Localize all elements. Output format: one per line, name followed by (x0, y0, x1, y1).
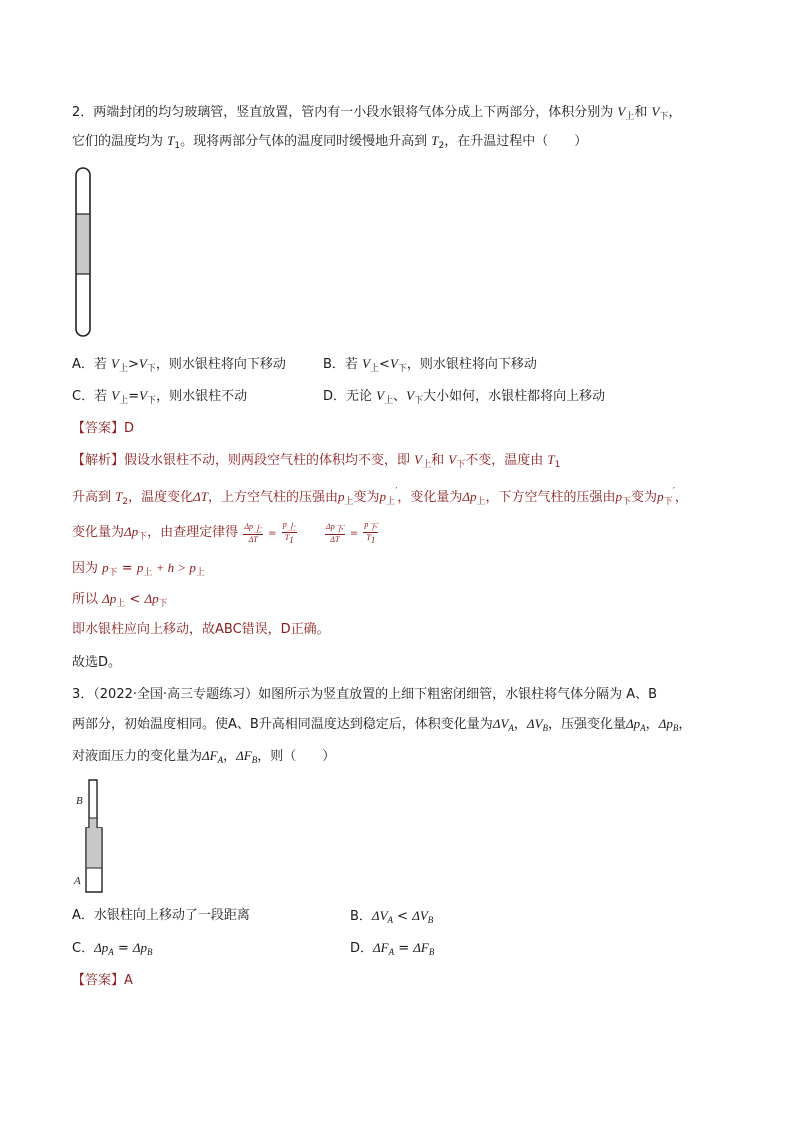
q2-analysis-line-4: 因为 $p_下 = p_上 + h > p_上$ (72, 560, 205, 578)
q2-option-b[interactable]: B．若 $V_上<V_下$，则水银柱将向下移动 (323, 356, 537, 374)
mercury-column (77, 214, 89, 274)
charles-law-fraction-lower-rhs: $\frac{\text{p下}}{T1}$ (364, 520, 378, 545)
q2-option-a[interactable]: A．若 $V_上>V_下$，则水银柱将向下移动 (72, 356, 286, 374)
q2-line-2: 它们的温度均为 $T_1$。现将两部分气体的温度同时缓慢地升高到 $T_2$，在升温过程中（ ） (72, 133, 588, 151)
q3-line-1: 3．（2022·全国·高三专题练习）如图所示为竖直放置的上细下粗密闭细管，水银柱将气体分隔为 A、B (72, 687, 658, 702)
q2-analysis-line-3: 变化量为$\Delta p_下$，由查理定律得 $\frac{\text{Δp上}}{\Delta T}$ = $\frac{\text{p上}}{T1}$ $\frac{\text{Δp下}}{\Delta T}$ = $\frac{\text{p下}}{T1}$ (72, 520, 378, 545)
q2-option-c[interactable]: C．若 $V_上=V_下$，则水银柱不动 (72, 388, 248, 406)
q3-option-b[interactable]: B．$\Delta V_A < \Delta V_B$ (350, 908, 434, 925)
q2-option-d[interactable]: D．无论 $V_上$、$V_下$大小如何，水银柱都将向上移动 (323, 388, 606, 406)
q2-line-1: 2．两端封闭的均匀玻璃管，竖直放置，管内有一小段水银将气体分成上下两部分，体积分别为 $V_上$和 $V_下$， (72, 104, 682, 122)
q2-answer: 【答案】D (72, 421, 135, 436)
glass-tube-figure (70, 166, 96, 340)
mercury-wide (87, 828, 102, 868)
q3-option-a[interactable]: A．水银柱向上移动了一段距离 (72, 908, 250, 923)
q2-analysis-line-1: 【解析】假设水银柱不动，则两段空气柱的体积均不变，即 $V_上$和 $V_下$不变，温度由 $T_1$ (72, 452, 561, 470)
charles-law-fraction-upper-lhs: $\frac{\text{Δp上}}{\Delta T}$ (244, 521, 263, 544)
charles-law-fraction-upper-rhs: $\frac{\text{p上}}{T1}$ (282, 520, 296, 545)
label-b: B (76, 795, 83, 807)
mercury-narrow (90, 818, 97, 828)
q2-analysis-line-5: 所以 $\Delta p_上 < \Delta p_下$ (72, 591, 168, 609)
q3-line-2: 两部分，初始温度相同。使A、B升高相同温度达到稳定后，体积变化量为$\Delta V_A$，$\Delta V_B$，压强变化量$\Delta p_A$，$\Delta p_B$， (72, 716, 692, 733)
q2-analysis-line-2: 升高到 $T_2$，温度变化ΔT，上方空气柱的压强由$p_上$变为$p_上'$，变化量为$\Delta p_上$，下方空气柱的压强由$p_下$变为$p_下'$， (72, 486, 688, 507)
q3-option-d[interactable]: D．$\Delta F_A = \Delta F_B$ (350, 940, 435, 957)
q2-final: 故选D。 (72, 655, 122, 670)
stepped-tube-figure (70, 778, 110, 896)
charles-law-fraction-lower-lhs: $\frac{\text{Δp下}}{\Delta T}$ (326, 521, 344, 544)
q3-answer: 【答案】A (72, 973, 133, 988)
q3-line-3: 对液面压力的变化量为$\Delta F_A$，$\Delta F_B$，则（ ） (72, 748, 336, 765)
q2-analysis-conclusion: 即水银柱应向上移动，故ABC错误，D正确。 (72, 622, 330, 637)
q3-option-c[interactable]: C．$\Delta p_A = \Delta p_B$ (72, 940, 153, 957)
label-a: A (74, 875, 81, 887)
